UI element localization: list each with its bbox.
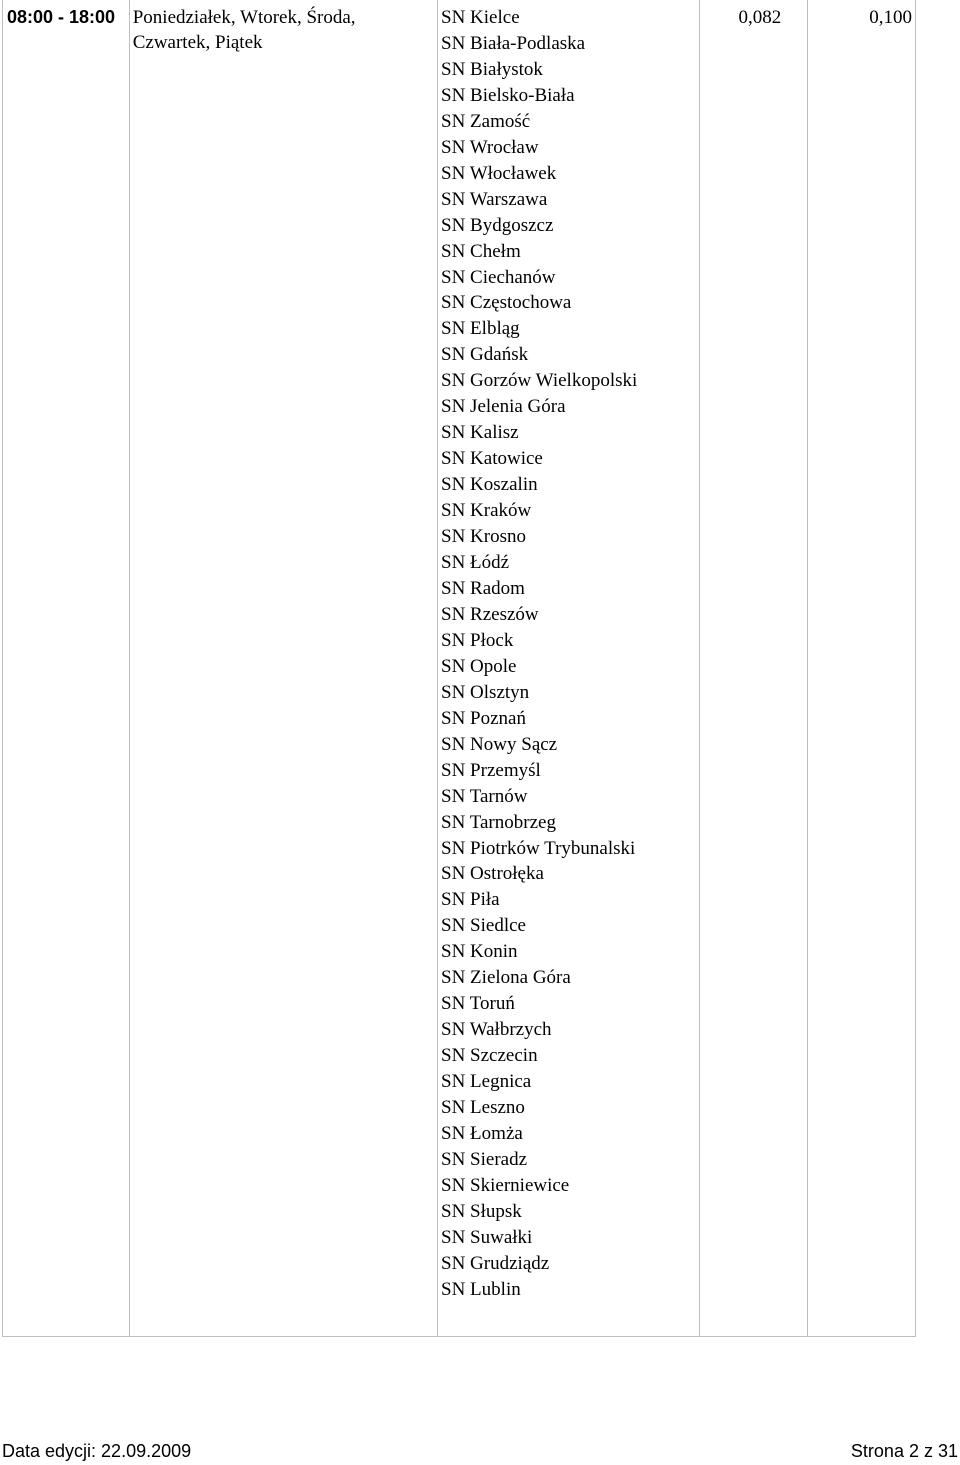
units-cell <box>438 0 700 1336</box>
unit-item: SN Piła <box>441 889 500 911</box>
unit-item: SN Skierniewice <box>441 1174 570 1196</box>
unit-item: SN Legnica <box>441 1071 532 1093</box>
unit-item: SN Słupsk <box>441 1200 522 1222</box>
unit-item: SN Włocławek <box>441 162 557 184</box>
unit-item: SN Nowy Sącz <box>441 733 558 755</box>
unit-item: SN Kalisz <box>441 422 519 444</box>
unit-item: SN Tarnów <box>441 785 528 807</box>
unit-item: SN Rzeszów <box>441 603 539 625</box>
unit-item: SN Elbląg <box>441 318 520 340</box>
unit-item: SN Krosno <box>441 526 526 548</box>
unit-item: SN Chełm <box>441 240 521 262</box>
unit-item: SN Toruń <box>441 993 515 1015</box>
value-1-cell: 0,082 <box>700 0 808 1336</box>
unit-item: SN Leszno <box>441 1097 525 1119</box>
unit-item: SN Tarnobrzeg <box>441 811 556 833</box>
unit-item: SN Warszawa <box>441 188 548 210</box>
unit-item: SN Kielce <box>441 7 520 28</box>
unit-item: SN Grudziądz <box>441 1252 550 1274</box>
unit-item: SN Lublin <box>441 1278 521 1300</box>
unit-item: SN Radom <box>441 577 525 599</box>
unit-item: SN Ostrołęka <box>441 863 544 885</box>
unit-item: SN Konin <box>441 941 518 963</box>
days-cell: Poniedziałek, Wtorek, Środa, Czwartek, Piątek <box>130 0 438 1336</box>
unit-item: SN Koszalin <box>441 474 538 496</box>
unit-item: SN Opole <box>441 655 517 677</box>
unit-item: SN Jelenia Góra <box>441 396 566 418</box>
unit-item: SN Siedlce <box>441 915 526 937</box>
unit-item: SN Zielona Góra <box>441 967 571 989</box>
unit-item: SN Olsztyn <box>441 681 530 703</box>
unit-item: SN Sieradz <box>441 1148 528 1170</box>
unit-item: SN Gorzów Wielkopolski <box>441 370 638 392</box>
unit-item: SN Ciechanów <box>441 266 556 288</box>
unit-item: SN Poznań <box>441 707 526 729</box>
unit-item: SN Łomża <box>441 1122 523 1144</box>
page-footer <box>2 1440 958 1462</box>
unit-item: SN Wrocław <box>441 136 539 158</box>
page-number: Strona 2 z 31 <box>850 1441 958 1461</box>
value-2-cell: 0,100 <box>869 7 912 28</box>
unit-item: SN Częstochowa <box>441 292 572 314</box>
unit-item: SN Łódź <box>441 552 510 574</box>
unit-item: SN Płock <box>441 629 514 651</box>
unit-item: SN Bydgoszcz <box>441 214 554 236</box>
edit-date: Data edycji: 22.09.2009 <box>2 1441 192 1461</box>
unit-item: SN Kraków <box>441 500 532 522</box>
unit-item: SN Piotrków Trybunalski <box>441 837 636 859</box>
schedule-table <box>2 0 916 1337</box>
unit-item: SN Wałbrzych <box>441 1019 552 1041</box>
unit-item: SN Bielsko-Biała <box>441 84 575 106</box>
unit-item: SN Biała-Podlaska <box>441 32 586 54</box>
unit-item: SN Gdańsk <box>441 344 529 366</box>
unit-item: SN Przemyśl <box>441 759 541 781</box>
unit-item: SN Szczecin <box>441 1045 538 1067</box>
unit-item: SN Katowice <box>441 448 543 470</box>
unit-item: SN Zamość <box>441 110 531 132</box>
hours-cell: 08:00 - 18:00 <box>3 0 130 1336</box>
unit-item: SN Suwałki <box>441 1226 533 1248</box>
unit-item: SN Białystok <box>441 58 543 80</box>
